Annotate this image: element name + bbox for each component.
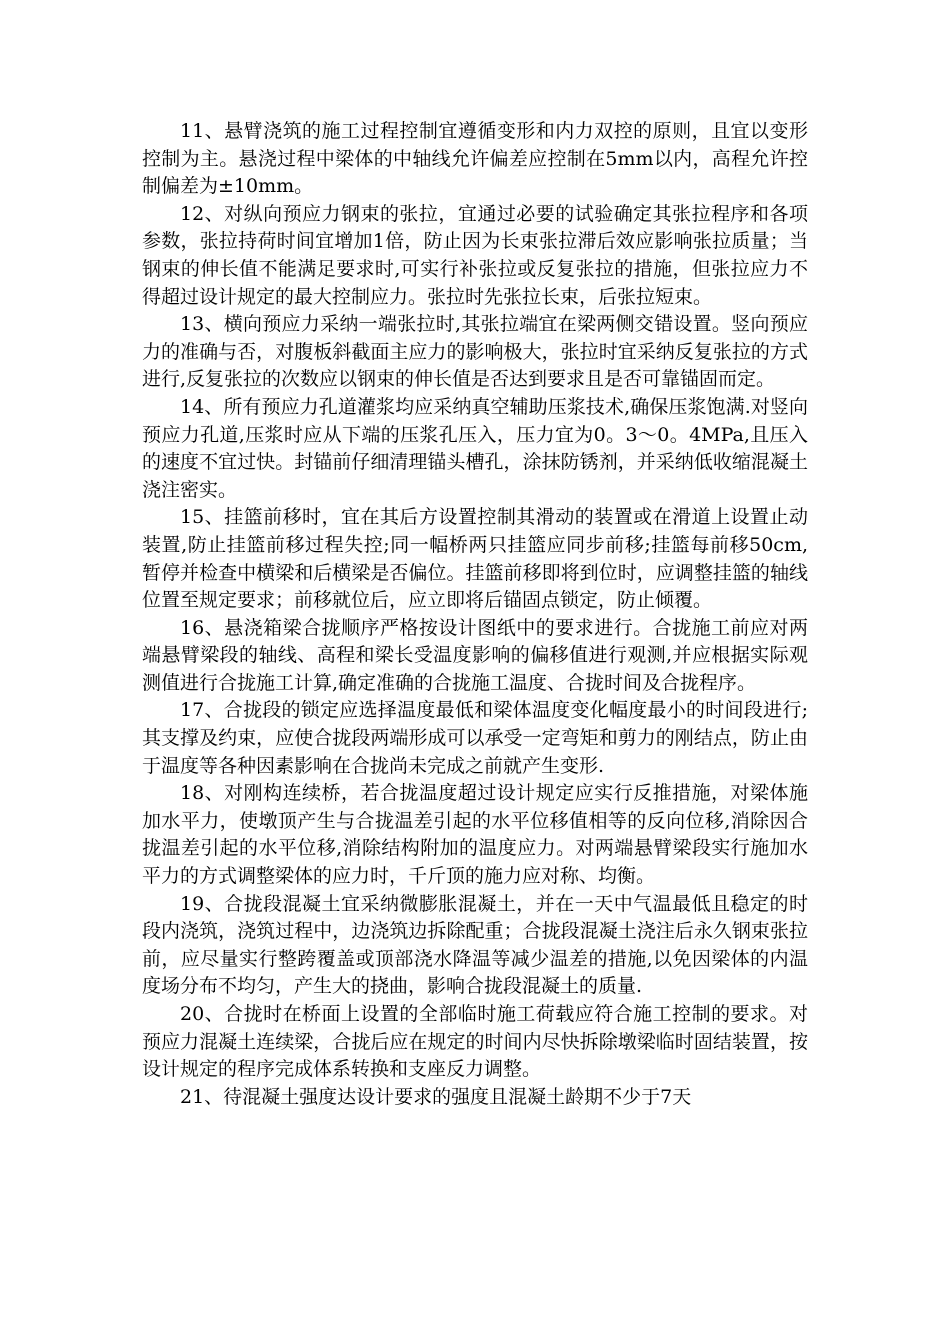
paragraph-16: 16、悬浇箱梁合拢顺序严格按设计图纸中的要求进行。合拢施工前应对两端悬臂梁段的轴线、高程和梁长受温度影响的偏移值进行观测,并应根据实际观测值进行合拢施工计算,确定准确的合拢施工温度、合拢时间及合拢程序。: [142, 616, 808, 694]
paragraph-14: 14、所有预应力孔道灌浆均应采纳真空辅助压浆技术,确保压浆饱满.对竖向预应力孔道,压浆时应从下端的压浆孔压入，压力宜为0。3～0。4MPa,且压入的速度不宜过快。封锚前仔细清理锚头槽孔，涂抹防锈剂，并采纳低收缩混凝土浇注密实。: [142, 395, 808, 501]
paragraph-17: 17、合拢段的锁定应选择温度最低和梁体温度变化幅度最小的时间段进行;其支撑及约束，应使合拢段两端形成可以承受一定弯矩和剪力的刚结点，防止由于温度等各种因素影响在合拢尚未完成之前就产生变形.: [142, 699, 808, 777]
paragraph-19: 19、合拢段混凝土宜采纳微膨胀混凝土，并在一天中气温最低且稳定的时段内浇筑，浇筑过程中，边浇筑边拆除配重；合拢段混凝土浇注后永久钢束张拉前，应尽量实行整跨覆盖或顶部浇水降温等减少温差的措施,以免因梁体的内温度场分布不均匀，产生大的挠曲，影响合拢段混凝土的质量.: [142, 892, 808, 998]
paragraph-21: 21、待混凝土强度达设计要求的强度且混凝土龄期不少于7天: [180, 1085, 692, 1108]
document-body: [142, 118, 808, 1111]
paragraph-20: 20、合拢时在桥面上设置的全部临时施工荷载应符合施工控制的要求。对预应力混凝土连续梁，合拢后应在规定的时间内尽快拆除墩梁临时固结装置，按设计规定的程序完成体系转换和支座反力调整。: [142, 1003, 808, 1081]
paragraph-11: 11、悬臂浇筑的施工过程控制宜遵循变形和内力双控的原则，且宜以变形控制为主。悬浇过程中梁体的中轴线允许偏差应控制在5mm以内，高程允许控制偏差为±10mm。: [142, 120, 808, 198]
paragraph-12: 12、对纵向预应力钢束的张拉，宜通过必要的试验确定其张拉程序和各项参数，张拉持荷时间宜增加1倍，防止因为长束张拉滞后效应影响张拉质量；当钢束的伸长值不能满足要求时,可实行补张拉或反复张拉的措施，但张拉应力不得超过设计规定的最大控制应力。张拉时先张拉长束，后张拉短束。: [142, 202, 808, 308]
paragraph-18: 18、对刚构连续桥，若合拢温度超过设计规定应实行反推措施，对梁体施加水平力，使墩顶产生与合拢温差引起的水平位移值相等的反向位移,消除因合拢温差引起的水平位移,消除结构附加的温度应力。对两端悬臂梁段实行施加水平力的方式调整梁体的应力时，千斤顶的施力应对称、均衡。: [142, 782, 808, 888]
paragraph-13: 13、横向预应力采纳一端张拉时,其张拉端宜在梁两侧交错设置。竖向预应力的准确与否，对腹板斜截面主应力的影响极大，张拉时宜采纳反复张拉的方式进行,反复张拉的次数应以钢束的伸长值是否达到要求且是否可靠锚固而定。: [142, 313, 808, 391]
paragraph-15: 15、挂篮前移时，宜在其后方设置控制其滑动的装置或在滑道上设置止动装置,防止挂篮前移过程失控;同一幅桥两只挂篮应同步前移;挂篮每前移50cm,暂停并检查中横梁和后横梁是否偏位。挂篮前移即将到位时，应调整挂篮的轴线位置至规定要求；前移就位后，应立即将后锚固点锁定，防止倾覆。: [142, 506, 808, 612]
